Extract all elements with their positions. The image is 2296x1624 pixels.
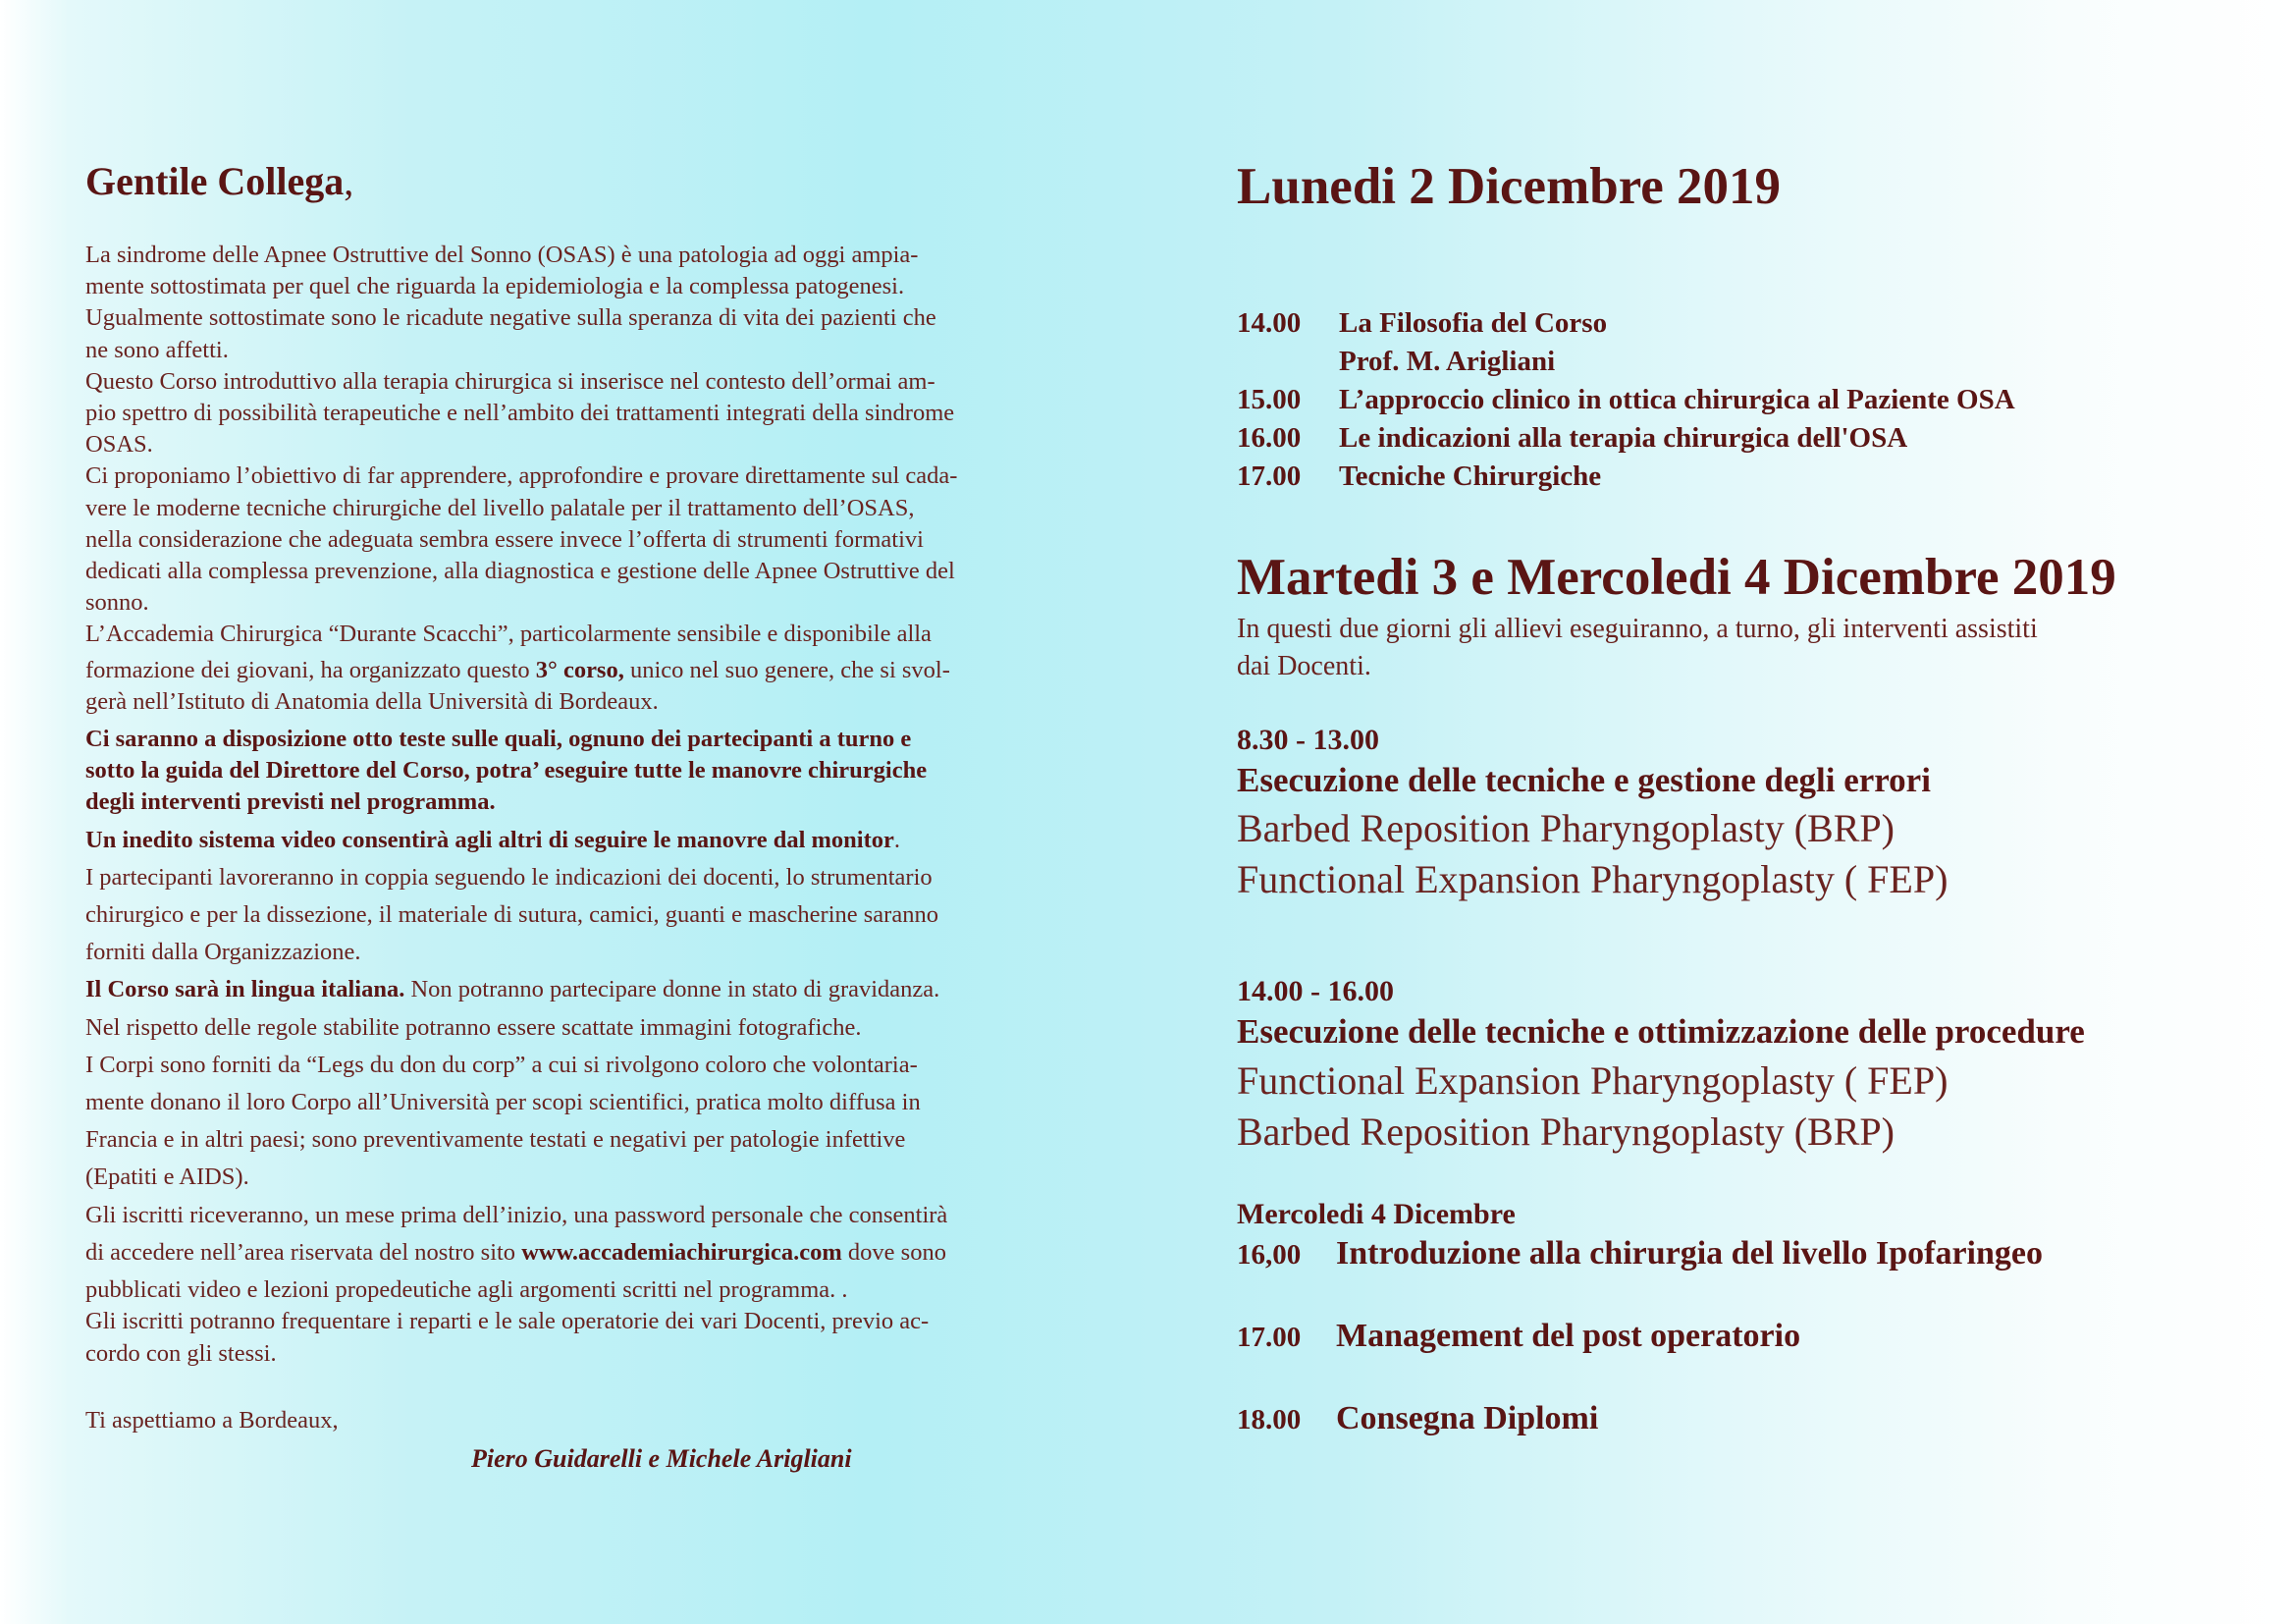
schedule-item [1237, 1400, 1598, 1437]
schedule-time: 16,00 [1237, 1239, 1302, 1271]
schedule-item [1237, 346, 1555, 378]
subday-title: Mercoledi 4 Dicembre [1237, 1198, 1516, 1230]
schedule-title: Prof. M. Arigliani [1339, 346, 1556, 377]
slot2-procedure: Functional Expansion Pharyngoplasty ( FEP) [1237, 1058, 1949, 1103]
letter-bold-line: sotto la guida del Direttore del Corso, potra’ eseguire tutte le manovre chirurgiche [85, 757, 928, 785]
letter-signature: Piero Guidarelli e Michele Arigliani [471, 1444, 852, 1473]
schedule-item [1237, 384, 2015, 416]
schedule-time: 16.00 [1237, 422, 1302, 454]
letter-line: L’Accademia Chirurgica “Durante Scacchi”, particolarmente sensibile e disponibile alla [85, 621, 932, 648]
letter-language-line: Il Corso sarà in lingua italiana. Non potranno partecipare donne in stato di gravidanza. [85, 976, 940, 1003]
schedule-time: 18.00 [1237, 1404, 1302, 1435]
schedule-title: Le indicazioni alla terapia chirurgica dell'OSA [1339, 422, 1908, 454]
slot1-time: 8.30 - 13.00 [1237, 724, 1379, 756]
letter-line: Gli iscritti potranno frequentare i reparti e le sale operatorie dei vari Docenti, previo ac- [85, 1308, 930, 1335]
letter-line: gerà nell’Istituto di Anatomia della Università di Bordeaux. [85, 687, 659, 715]
letter-line: pubblicati video e lezioni propedeutiche agli argomenti scritti nel programma. . [85, 1276, 848, 1304]
letter-video-line: Un inedito sistema video consentirà agli altri di seguire le manovre dal monitor. [85, 826, 901, 853]
letter-line: I Corpi sono forniti da “Legs du don du corp” a cui si rivolgono coloro che volontaria- [85, 1051, 918, 1078]
schedule-title: Management del post operatorio [1336, 1318, 1801, 1354]
letter-line: OSAS. [85, 431, 153, 459]
letter-bold-line: degli interventi previsti nel programma. [85, 788, 496, 816]
letter-line: forniti dalla Organizzazione. [85, 939, 361, 966]
slot2-time: 14.00 - 16.00 [1237, 975, 1394, 1007]
slot1-title: Esecuzione delle tecniche e gestione degli errori [1237, 761, 1931, 799]
letter-line: Ugualmente sottostimate sono le ricadute negative sulla speranza di vita dei pazienti che [85, 304, 936, 332]
day2-title: Martedi 3 e Mercoledi 4 Dicembre 2019 [1237, 549, 2116, 606]
letter-line: Ci proponiamo l’obiettivo di far apprendere, approfondire e provare direttamente sul cada- [85, 462, 958, 490]
schedule-item [1237, 1235, 2043, 1272]
letter-line: La sindrome delle Apnee Ostruttive del Sonno (OSAS) è una patologia ad oggi ampia- [85, 242, 919, 268]
schedule-time: 15.00 [1237, 384, 1302, 415]
day2-intro: In questi due giorni gli allievi eseguiranno, a turno, gli interventi assistiti dai Docenti. [1237, 614, 2038, 681]
letter-line: I partecipanti lavoreranno in coppia seguendo le indicazioni dei docenti, lo strumentario [85, 863, 933, 891]
slot1-procedure: Barbed Reposition Pharyngoplasty (BRP) [1237, 806, 1895, 850]
letter-line: sonno. [85, 589, 149, 617]
letter-line: mente donano il loro Corpo all’Università per scopi scientifici, pratica molto diffusa in [85, 1089, 921, 1116]
schedule-item [1237, 1318, 1800, 1355]
letter-line: vere le moderne tecniche chirurgiche del livello palatale per il trattamento dell’OSAS, [85, 494, 915, 521]
letter-line: mente sottostimata per quel che riguarda la epidemiologia e la complessa patogenesi. [85, 273, 905, 300]
letter-line: dedicati alla complessa prevenzione, alla diagnostica e gestione delle Apnee Ostruttive del [85, 558, 955, 585]
day1-title: Lunedi 2 Dicembre 2019 [1237, 158, 1782, 215]
slot2-procedure: Barbed Reposition Pharyngoplasty (BRP) [1237, 1110, 1895, 1154]
letter-line: chirurgico e per la dissezione, il materiale di sutura, camici, guanti e mascherine saranno [85, 901, 938, 929]
schedule-time: 17.00 [1237, 1322, 1302, 1353]
schedule-title: Tecniche Chirurgiche [1339, 460, 1602, 492]
letter-site-line: di accedere nell’area riservata del nostro sito www.accademiachirurgica.com dove sono [85, 1238, 946, 1266]
schedule-title: Introduzione alla chirurgia del livello Ipofaringeo [1336, 1235, 2043, 1272]
schedule-item [1237, 307, 1607, 340]
greeting-heading: Gentile Collega, [85, 159, 354, 203]
letter-line: Francia e in altri paesi; sono preventivamente testati e negativi per patologie infettive [85, 1126, 906, 1154]
letter-line: nella considerazione che adeguata sembra essere invece l’offerta di strumenti formativi [85, 525, 924, 553]
schedule-time: 17.00 [1237, 460, 1302, 492]
schedule-title: L’approccio clinico in ottica chirurgica al Paziente OSA [1339, 384, 2015, 415]
letter-line: pio spettro di possibilità terapeutiche e nell’ambito dei trattamenti integrati della sindrome [85, 400, 955, 427]
schedule-item [1237, 460, 1601, 493]
website-link[interactable]: www.accademiachirurgica.com [521, 1238, 842, 1266]
letter-line: (Epatiti e AIDS). [85, 1164, 249, 1191]
letter-line: Gli iscritti riceveranno, un mese prima dell’inizio, una password personale che consentirà [85, 1201, 948, 1228]
schedule-title: Consegna Diplomi [1336, 1400, 1599, 1436]
slot1-procedure: Functional Expansion Pharyngoplasty ( FEP) [1237, 857, 1949, 901]
letter-line: Nel rispetto delle regole stabilite potranno essere scattate immagini fotografiche. [85, 1013, 862, 1041]
letter-line-course: formazione dei giovani, ha organizzato questo 3° corso, unico nel suo genere, che si svol- [85, 656, 950, 683]
letter-line: cordo con gli stessi. [85, 1339, 277, 1367]
letter-body [85, 240, 1096, 1370]
slot2-title: Esecuzione delle tecniche e ottimizzazione delle procedure [1237, 1012, 2085, 1051]
schedule-time: 14.00 [1237, 307, 1302, 339]
letter-bold-line: Ci saranno a disposizione otto teste sulle quali, ognuno dei partecipanti a turno e [85, 726, 912, 753]
letter-closing: Ti aspettiamo a Bordeaux, [85, 1407, 339, 1434]
letter-line: ne sono affetti. [85, 336, 229, 363]
letter-line: Questo Corso introduttivo alla terapia chirurgica si inserisce nel contesto dell’ormai am- [85, 367, 935, 395]
schedule-title: La Filosofia del Corso [1339, 307, 1608, 339]
schedule-item [1237, 422, 1907, 455]
